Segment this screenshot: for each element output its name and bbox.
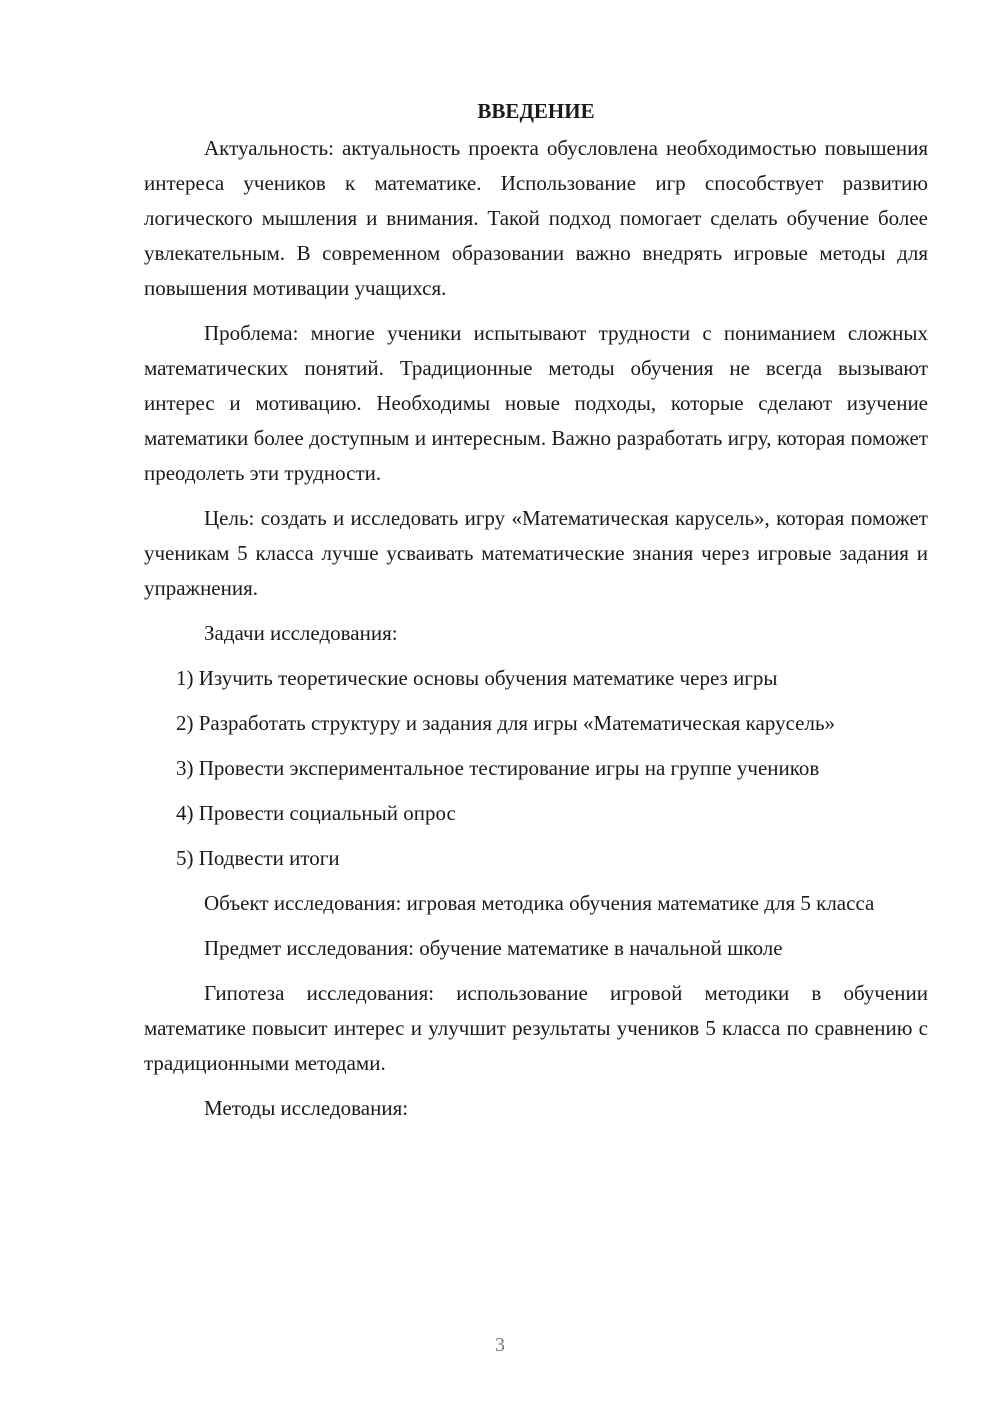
paragraph-tasks-heading: Задачи исследования: — [204, 621, 398, 645]
task-item-3: 3) Провести экспериментальное тестирование игры на группе учеников — [176, 756, 820, 780]
paragraph-relevance: Актуальность: актуальность проекта обусловлена необходимостью повышения интереса учеников к математике. Использование игр способствует развитию логического мышления и внимания. Такой подход помогает сделать обучение более увлекательным. В современном образовании важно внедрять игровые методы для повышения мотивации учащихся. — [144, 136, 928, 300]
page-number: 3 — [495, 1334, 505, 1356]
task-item-1: 1) Изучить теоретические основы обучения математике через игры — [176, 666, 778, 690]
task-item-4: 4) Провести социальный опрос — [176, 801, 456, 825]
task-item-2: 2) Разработать структуру и задания для игры «Математическая карусель» — [176, 711, 836, 735]
paragraph-subject: Предмет исследования: обучение математике в начальной школе — [204, 936, 783, 960]
task-item-5: 5) Подвести итоги — [176, 846, 340, 870]
paragraph-problem: Проблема: многие ученики испытывают трудности с пониманием сложных математических понятий. Традиционные методы обучения не всегда вызывают интерес и мотивацию. Необходимы новые подходы, которые сделают изучение математики более доступным и интересным. Важно разработать игру, которая поможет преодолеть эти трудности. — [144, 321, 928, 485]
paragraph-methods: Методы исследования: — [204, 1096, 409, 1120]
section-heading: ВВЕДЕНИЕ — [477, 99, 595, 123]
paragraph-hypothesis: Гипотеза исследования: использование игровой методики в обучении математике повысит интерес и улучшит результаты учеников 5 класса по сравнению с традиционными методами. — [144, 981, 928, 1075]
paragraph-goal: Цель: создать и исследовать игру «Математическая карусель», которая поможет ученикам 5 класса лучше усваивать математические знания через игровые задания и упражнения. — [144, 506, 928, 600]
paragraph-object: Объект исследования: игровая методика обучения математике для 5 класса — [204, 891, 875, 915]
